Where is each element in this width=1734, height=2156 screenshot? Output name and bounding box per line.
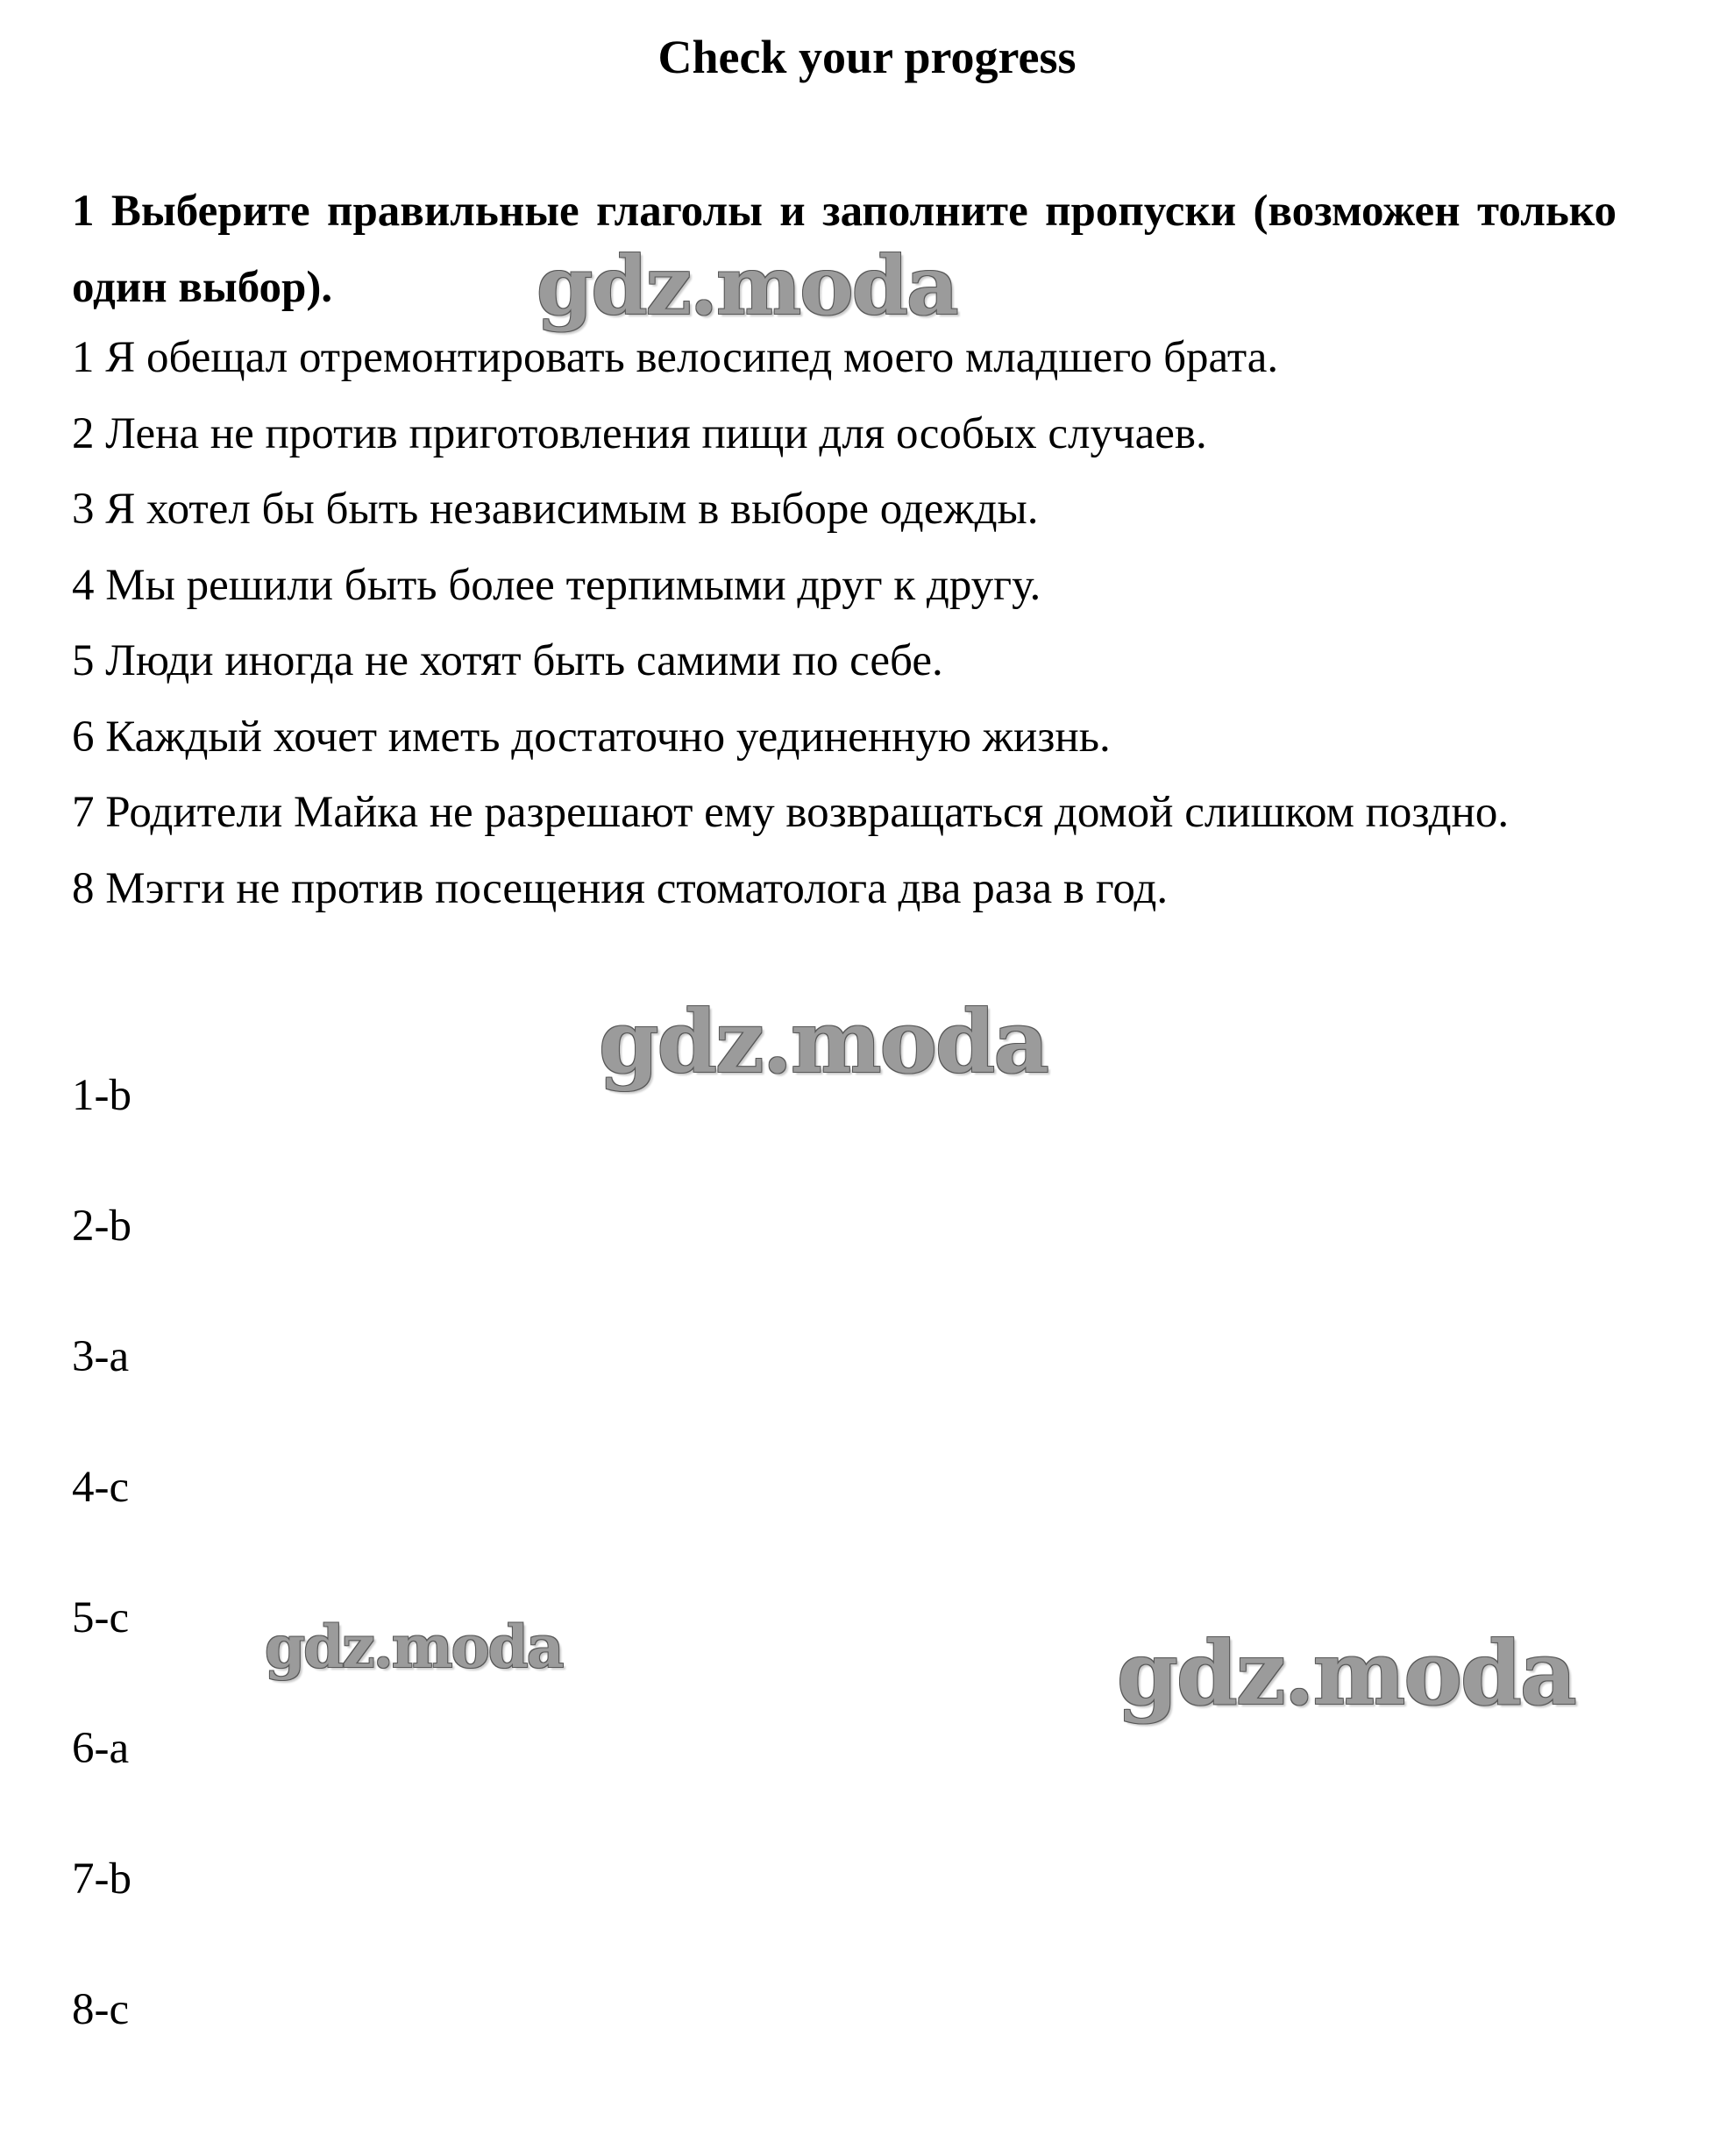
sentence-list xyxy=(72,320,1615,926)
watermark: gdz.moda xyxy=(1117,1621,1575,1725)
answer-list xyxy=(72,1056,131,2101)
answer-item: 5-c xyxy=(72,1593,130,1642)
answer-item: 4-c xyxy=(72,1463,130,1512)
watermark: gdz.moda xyxy=(265,1613,563,1681)
sentence-item: 6 Каждый хочет иметь достаточно уединенную жизнь. xyxy=(72,712,1111,762)
answer-item: 6-a xyxy=(72,1724,130,1773)
sentence-item: 2 Лена не против приготовления пищи для особых случаев. xyxy=(72,408,1207,458)
page-title: Check your progress xyxy=(657,31,1077,83)
sentence-item: 1 Я обещал отремонтировать велосипед моего младшего брата. xyxy=(72,333,1279,382)
sentence-item: 3 Я хотел бы быть независимым в выборе одежды. xyxy=(72,485,1039,534)
task-heading: 1 Выберите правильные глаголы и заполните пропуски (возможен только один выбор). xyxy=(72,187,1617,312)
watermark: gdz.moda xyxy=(537,238,957,333)
answer-item: 3-a xyxy=(72,1332,130,1381)
sentence-item: 7 Родители Майка не разрешают ему возвращаться домой слишком поздно. xyxy=(72,788,1510,837)
watermark: gdz.moda xyxy=(599,992,1048,1093)
answer-item: 1-b xyxy=(72,1071,131,1120)
answer-item: 2-b xyxy=(72,1202,131,1251)
answer-item: 7-b xyxy=(72,1855,131,1904)
sentence-item: 4 Мы решили быть более терпимыми друг к другу. xyxy=(72,560,1041,610)
sentence-item: 8 Мэгги не против посещения стоматолога два раза в год. xyxy=(72,863,1169,913)
answer-item: 8-c xyxy=(72,1985,130,2034)
sentence-item: 5 Люди иногда не хотят быть самими по себе. xyxy=(72,636,943,685)
